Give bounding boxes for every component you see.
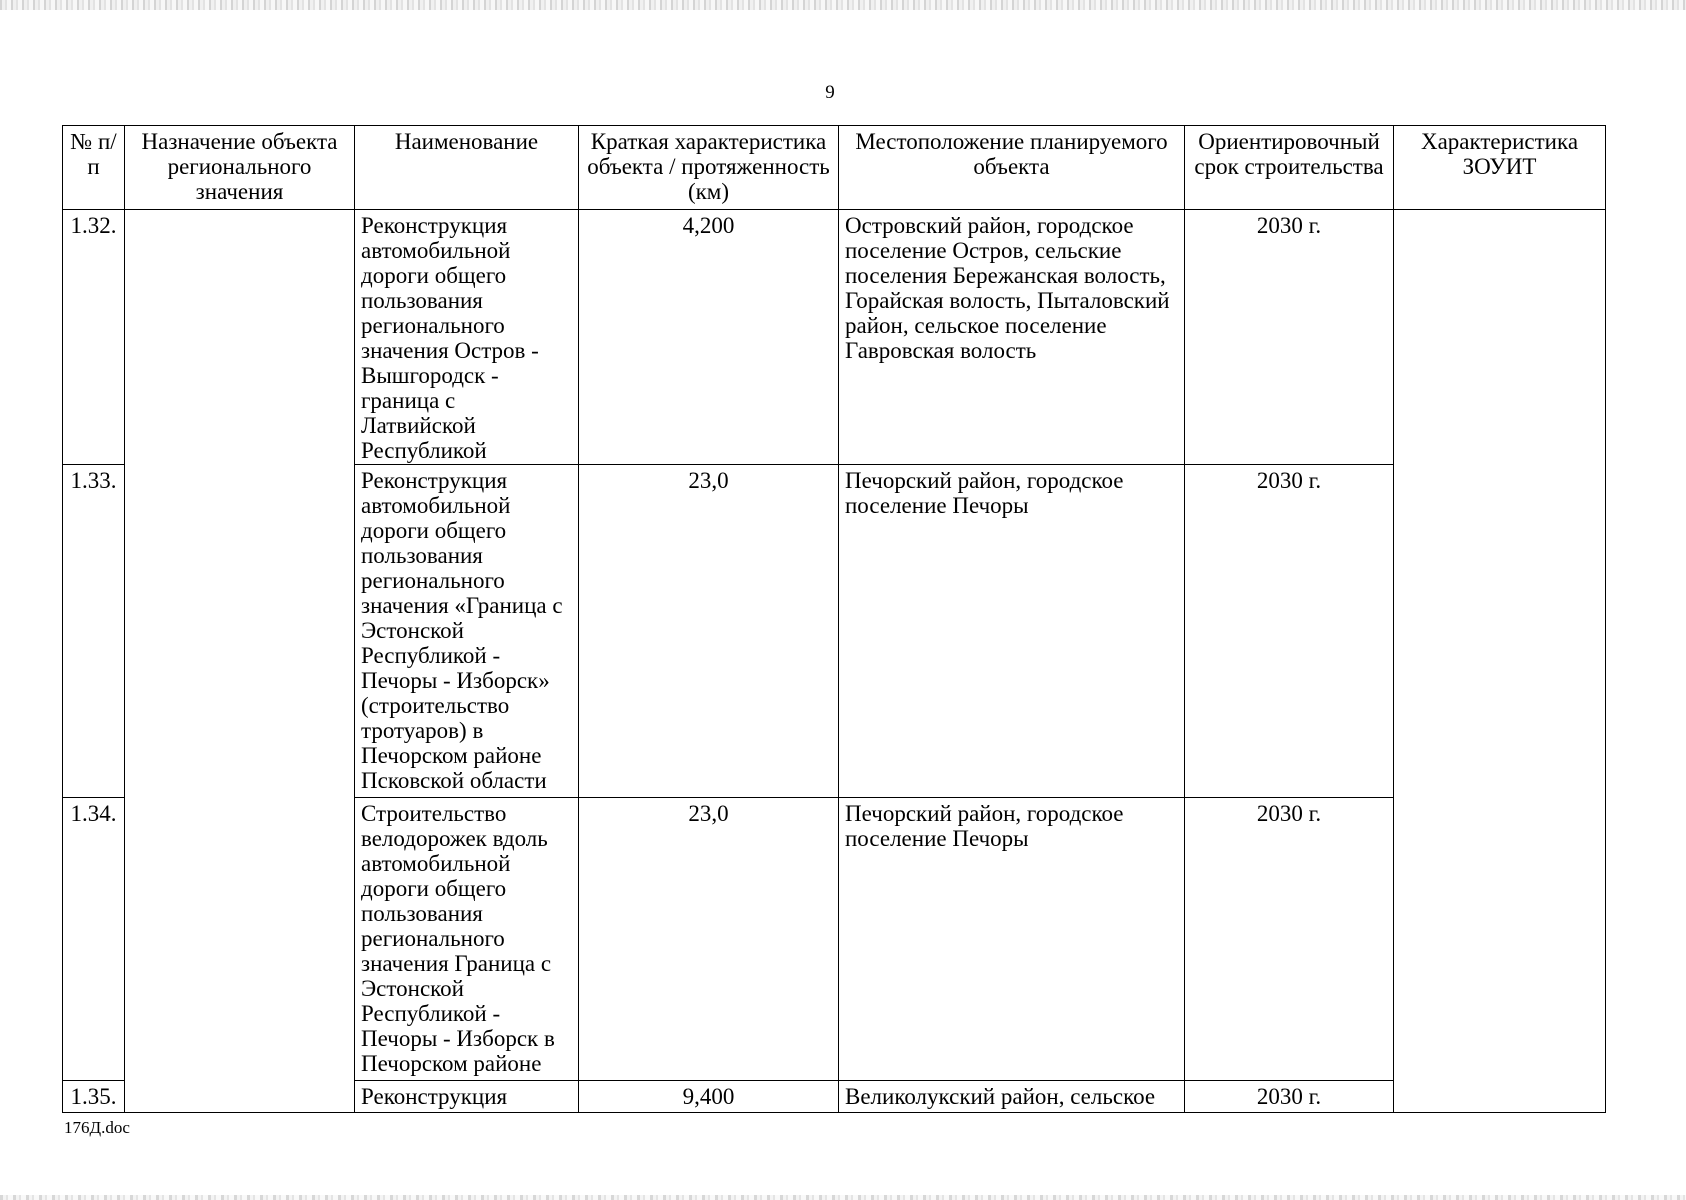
row-name: Реконструкция	[355, 1081, 579, 1113]
row-term: 2030 г.	[1185, 210, 1394, 465]
row-location: Печорский район, городское поселение Печоры	[839, 465, 1185, 798]
table-row	[63, 210, 1606, 465]
row-length: 23,0	[579, 465, 839, 798]
row-number: 1.35.	[63, 1081, 125, 1113]
row-name: Строительство велодорожек вдоль автомобильной дороги общего пользования регионального значения Граница с Эстонской Республикой - Печоры - Изборск в Печорском районе	[355, 798, 579, 1081]
document-filename: 176Д.doc	[64, 1118, 130, 1137]
table-header-row	[63, 126, 1606, 210]
scan-edge-top	[0, 0, 1686, 10]
header-number: № п/п	[63, 126, 125, 210]
planning-table	[62, 125, 1606, 1113]
row-length: 23,0	[579, 798, 839, 1081]
purpose-cell	[125, 210, 355, 1113]
header-purpose: Назначение объекта регионального значения	[125, 126, 355, 210]
header-name: Наименование	[355, 126, 579, 210]
row-term: 2030 г.	[1185, 1081, 1394, 1113]
row-length: 4,200	[579, 210, 839, 465]
zouit-cell	[1394, 210, 1606, 1113]
header-location: Местоположение планируемого объекта	[839, 126, 1185, 210]
header-zouit: Характеристика ЗОУИТ	[1394, 126, 1606, 210]
row-term: 2030 г.	[1185, 798, 1394, 1081]
row-location: Печорский район, городское поселение Печоры	[839, 798, 1185, 1081]
row-number: 1.33.	[63, 465, 125, 798]
page-number: 9	[825, 82, 835, 103]
scan-edge-bottom	[0, 1195, 1686, 1200]
row-number: 1.34.	[63, 798, 125, 1081]
header-term: Ориентировочный срок строительства	[1185, 126, 1394, 210]
row-name: Реконструкция автомобильной дороги общего пользования регионального значения «Граница с Эстонской Республикой - Печоры - Изборск» (строительство тротуаров) в Печорском районе Псковской области	[355, 465, 579, 798]
row-number: 1.32.	[63, 210, 125, 465]
row-location: Великолукский район, сельское	[839, 1081, 1185, 1113]
row-length: 9,400	[579, 1081, 839, 1113]
row-location: Островский район, городское поселение Остров, сельские поселения Бережанская волость, Горайская волость, Пыталовский район, сельское поселение Гавровская волость	[839, 210, 1185, 465]
header-characteristic: Краткая характеристика объекта / протяженность (км)	[579, 126, 839, 210]
row-name: Реконструкция автомобильной дороги общего пользования регионального значения Остров - Вышгородск - граница с Латвийской Республикой	[355, 210, 579, 465]
row-term: 2030 г.	[1185, 465, 1394, 798]
